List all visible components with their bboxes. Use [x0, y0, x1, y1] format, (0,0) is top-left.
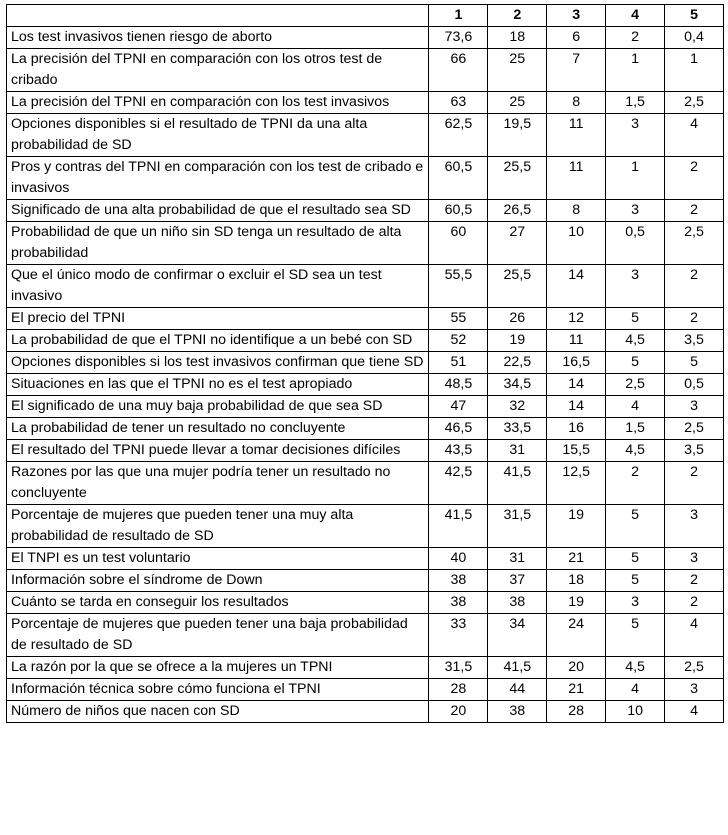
row-value-2: 31 [488, 440, 547, 462]
row-label: Probabilidad de que un niño sin SD tenga un resultado de alta probabilidad [7, 222, 429, 265]
table-row [7, 374, 724, 396]
row-value-5: 4 [665, 114, 724, 157]
row-label: Que el único modo de confirmar o excluir el SD sea un test invasivo [7, 265, 429, 308]
row-value-1: 62,5 [429, 114, 488, 157]
row-value-1: 38 [429, 592, 488, 614]
row-value-2: 18 [488, 27, 547, 49]
row-label: La probabilidad de tener un resultado no concluyente [7, 418, 429, 440]
table-row [7, 462, 724, 505]
row-value-4: 1 [606, 157, 665, 200]
row-value-4: 4,5 [606, 330, 665, 352]
row-value-2: 19,5 [488, 114, 547, 157]
row-value-4: 4,5 [606, 440, 665, 462]
table-row [7, 592, 724, 614]
table-row [7, 222, 724, 265]
row-value-2: 27 [488, 222, 547, 265]
row-label: La razón por la que se ofrece a la mujeres un TPNI [7, 657, 429, 679]
row-value-2: 38 [488, 701, 547, 723]
table-row [7, 49, 724, 92]
table-row [7, 570, 724, 592]
row-value-4: 4 [606, 396, 665, 418]
row-value-5: 0,5 [665, 374, 724, 396]
row-value-1: 52 [429, 330, 488, 352]
header-cell-2: 2 [488, 5, 547, 27]
row-value-2: 41,5 [488, 462, 547, 505]
row-label: Opciones disponibles si el resultado de TPNI da una alta probabilidad de SD [7, 114, 429, 157]
table-row [7, 440, 724, 462]
row-value-5: 2 [665, 265, 724, 308]
row-value-3: 11 [547, 330, 606, 352]
row-value-1: 46,5 [429, 418, 488, 440]
table-row [7, 614, 724, 657]
row-value-4: 2,5 [606, 374, 665, 396]
row-value-4: 4 [606, 679, 665, 701]
row-value-1: 38 [429, 570, 488, 592]
row-value-1: 55,5 [429, 265, 488, 308]
row-value-4: 2 [606, 462, 665, 505]
row-value-5: 2 [665, 157, 724, 200]
row-value-3: 14 [547, 396, 606, 418]
table-row [7, 657, 724, 679]
row-value-3: 16,5 [547, 352, 606, 374]
row-value-3: 19 [547, 505, 606, 548]
row-value-5: 2,5 [665, 418, 724, 440]
row-value-3: 16 [547, 418, 606, 440]
table-row [7, 418, 724, 440]
row-value-4: 2 [606, 27, 665, 49]
row-value-2: 44 [488, 679, 547, 701]
row-value-2: 34 [488, 614, 547, 657]
table-row [7, 352, 724, 374]
row-value-4: 4,5 [606, 657, 665, 679]
row-value-5: 2,5 [665, 657, 724, 679]
row-label: Porcentaje de mujeres que pueden tener una muy alta probabilidad de resultado de SD [7, 505, 429, 548]
row-label: El precio del TPNI [7, 308, 429, 330]
row-value-5: 2 [665, 592, 724, 614]
row-value-4: 5 [606, 614, 665, 657]
row-value-4: 1,5 [606, 418, 665, 440]
row-value-2: 31 [488, 548, 547, 570]
row-value-2: 31,5 [488, 505, 547, 548]
row-label: La probabilidad de que el TPNI no identifique a un bebé con SD [7, 330, 429, 352]
row-value-1: 55 [429, 308, 488, 330]
row-value-3: 6 [547, 27, 606, 49]
row-value-5: 3,5 [665, 440, 724, 462]
table-row [7, 157, 724, 200]
table-row [7, 701, 724, 723]
row-value-4: 3 [606, 592, 665, 614]
table-row [7, 330, 724, 352]
table-row [7, 27, 724, 49]
row-value-4: 5 [606, 548, 665, 570]
row-label: La precisión del TPNI en comparación con los otros test de cribado [7, 49, 429, 92]
row-value-4: 3 [606, 114, 665, 157]
row-label: Información sobre el síndrome de Down [7, 570, 429, 592]
row-value-2: 25 [488, 92, 547, 114]
row-label: Porcentaje de mujeres que pueden tener una baja probabilidad de resultado de SD [7, 614, 429, 657]
row-value-2: 32 [488, 396, 547, 418]
row-value-3: 24 [547, 614, 606, 657]
row-value-1: 42,5 [429, 462, 488, 505]
table-body [7, 27, 724, 723]
row-value-3: 7 [547, 49, 606, 92]
row-value-4: 5 [606, 570, 665, 592]
row-value-5: 2,5 [665, 222, 724, 265]
row-label: El resultado del TPNI puede llevar a tomar decisiones difíciles [7, 440, 429, 462]
row-value-3: 10 [547, 222, 606, 265]
row-value-1: 48,5 [429, 374, 488, 396]
row-value-3: 19 [547, 592, 606, 614]
row-value-5: 3 [665, 679, 724, 701]
row-value-5: 3 [665, 505, 724, 548]
row-value-4: 3 [606, 265, 665, 308]
row-value-3: 18 [547, 570, 606, 592]
row-value-3: 12 [547, 308, 606, 330]
row-value-3: 14 [547, 265, 606, 308]
row-label: Situaciones en las que el TPNI no es el test apropiado [7, 374, 429, 396]
row-label: Opciones disponibles si los test invasivos confirman que tiene SD [7, 352, 429, 374]
row-value-4: 5 [606, 505, 665, 548]
row-value-2: 38 [488, 592, 547, 614]
table-row [7, 200, 724, 222]
row-value-3: 11 [547, 157, 606, 200]
row-value-4: 5 [606, 308, 665, 330]
row-value-2: 26,5 [488, 200, 547, 222]
row-value-3: 8 [547, 200, 606, 222]
row-value-1: 51 [429, 352, 488, 374]
header-cell-1: 1 [429, 5, 488, 27]
row-value-1: 41,5 [429, 505, 488, 548]
row-value-2: 41,5 [488, 657, 547, 679]
row-value-3: 21 [547, 679, 606, 701]
row-value-3: 15,5 [547, 440, 606, 462]
row-value-5: 4 [665, 701, 724, 723]
row-value-1: 60,5 [429, 200, 488, 222]
table-row [7, 548, 724, 570]
row-value-5: 0,4 [665, 27, 724, 49]
table-row [7, 505, 724, 548]
header-row [7, 5, 724, 27]
row-label: Significado de una alta probabilidad de que el resultado sea SD [7, 200, 429, 222]
row-value-1: 28 [429, 679, 488, 701]
row-value-1: 60 [429, 222, 488, 265]
row-value-4: 1 [606, 49, 665, 92]
row-value-5: 3 [665, 396, 724, 418]
row-value-1: 31,5 [429, 657, 488, 679]
row-value-2: 37 [488, 570, 547, 592]
row-value-5: 3 [665, 548, 724, 570]
row-value-5: 2 [665, 308, 724, 330]
table-row [7, 114, 724, 157]
header-cell-5: 5 [665, 5, 724, 27]
row-value-2: 25 [488, 49, 547, 92]
row-value-5: 2 [665, 462, 724, 505]
row-value-1: 43,5 [429, 440, 488, 462]
row-value-1: 60,5 [429, 157, 488, 200]
data-table [6, 4, 724, 723]
row-label: Pros y contras del TPNI en comparación con los test de cribado e invasivos [7, 157, 429, 200]
table-row [7, 396, 724, 418]
row-label: Razones por las que una mujer podría tener un resultado no concluyente [7, 462, 429, 505]
header-cell-label [7, 5, 429, 27]
row-value-3: 11 [547, 114, 606, 157]
row-value-2: 34,5 [488, 374, 547, 396]
row-value-3: 21 [547, 548, 606, 570]
row-value-3: 20 [547, 657, 606, 679]
row-value-4: 0,5 [606, 222, 665, 265]
row-value-2: 33,5 [488, 418, 547, 440]
row-value-4: 10 [606, 701, 665, 723]
table-row [7, 265, 724, 308]
header-cell-4: 4 [606, 5, 665, 27]
row-label: Cuánto se tarda en conseguir los resultados [7, 592, 429, 614]
row-label: El significado de una muy baja probabilidad de que sea SD [7, 396, 429, 418]
row-label: El TNPI es un test voluntario [7, 548, 429, 570]
row-value-1: 66 [429, 49, 488, 92]
row-value-2: 25,5 [488, 265, 547, 308]
table-row [7, 92, 724, 114]
row-value-5: 2 [665, 570, 724, 592]
row-value-3: 8 [547, 92, 606, 114]
row-value-1: 33 [429, 614, 488, 657]
row-value-3: 14 [547, 374, 606, 396]
row-value-3: 12,5 [547, 462, 606, 505]
row-label: Información técnica sobre cómo funciona el TPNI [7, 679, 429, 701]
row-value-5: 5 [665, 352, 724, 374]
row-value-1: 73,6 [429, 27, 488, 49]
header-cell-3: 3 [547, 5, 606, 27]
row-value-4: 1,5 [606, 92, 665, 114]
row-label: Los test invasivos tienen riesgo de aborto [7, 27, 429, 49]
row-value-2: 26 [488, 308, 547, 330]
row-value-5: 2 [665, 200, 724, 222]
table-row [7, 679, 724, 701]
row-value-1: 20 [429, 701, 488, 723]
row-value-1: 47 [429, 396, 488, 418]
row-value-5: 3,5 [665, 330, 724, 352]
row-value-2: 19 [488, 330, 547, 352]
row-value-4: 5 [606, 352, 665, 374]
row-value-5: 1 [665, 49, 724, 92]
row-value-1: 40 [429, 548, 488, 570]
table-row [7, 308, 724, 330]
row-value-1: 63 [429, 92, 488, 114]
row-value-5: 2,5 [665, 92, 724, 114]
row-value-4: 3 [606, 200, 665, 222]
row-label: Número de niños que nacen con SD [7, 701, 429, 723]
row-label: La precisión del TPNI en comparación con los test invasivos [7, 92, 429, 114]
row-value-5: 4 [665, 614, 724, 657]
row-value-2: 22,5 [488, 352, 547, 374]
row-value-3: 28 [547, 701, 606, 723]
row-value-2: 25,5 [488, 157, 547, 200]
